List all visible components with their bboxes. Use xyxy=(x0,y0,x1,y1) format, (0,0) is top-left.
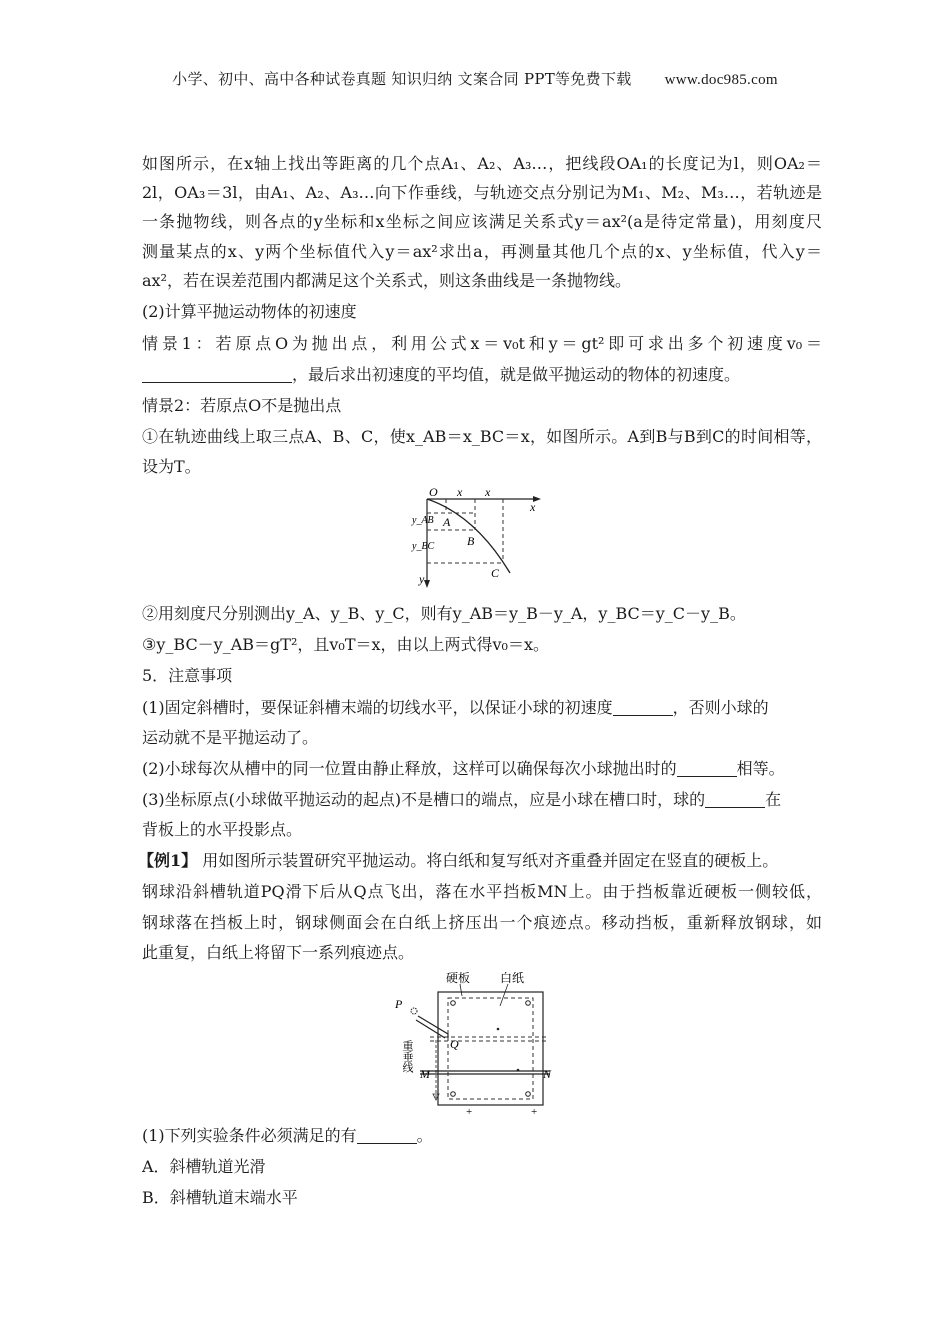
text-line: ③y_BC－y_AB＝gT²，且v₀T＝x，由以上两式得v₀＝x。 xyxy=(142,635,549,654)
label-a: A xyxy=(443,515,451,529)
text-line-with-blank xyxy=(142,758,822,780)
label-plumb-line: 重垂线 xyxy=(401,1040,413,1073)
answer-blank[interactable] xyxy=(705,791,765,808)
figure-trajectory xyxy=(405,485,555,599)
label-p: P xyxy=(395,997,403,1011)
header-text: 小学、初中、高中各种试卷真题 知识归纳 文案合同 PPT等免费下载 xyxy=(172,70,632,88)
label-origin: O xyxy=(429,485,438,499)
text-segment: (2)小球每次从槽中的同一位置由静止释放，这样可以确保每次小球抛出时的 xyxy=(142,759,677,778)
example-line xyxy=(138,850,822,872)
question-line xyxy=(142,1125,822,1147)
label-yab: y_AB xyxy=(412,515,434,526)
text-segment: 用如图所示装置研究平抛运动。将白纸和复写纸对齐重叠并固定在竖直的硬板上。 xyxy=(202,851,779,870)
text-line: ax²，若在误差范围内都满足这个关系式，则这条曲线是一条抛物线。 xyxy=(142,271,631,290)
section-heading: 5．注意事项 xyxy=(142,666,233,685)
label-paper: 白纸 xyxy=(500,972,525,985)
text-segment: 在 xyxy=(765,790,782,809)
text-segment: (3)坐标原点(小球做平抛运动的起点)不是槽口的端点，应是小球在槽口时，球的 xyxy=(142,790,706,809)
label-x1: x xyxy=(457,485,463,499)
text-line: 运动就不是平抛运动了。 xyxy=(142,728,319,747)
figure-apparatus xyxy=(390,972,560,1121)
option-b[interactable]: B．斜槽轨道末端水平 xyxy=(142,1188,298,1207)
label-c: C xyxy=(491,566,500,580)
answer-blank[interactable] xyxy=(357,1127,417,1144)
text-line-with-blank xyxy=(142,789,822,811)
text-line: (2)计算平抛运动物体的初速度 xyxy=(142,302,357,321)
answer-blank[interactable] xyxy=(613,699,673,716)
label-b: B xyxy=(467,534,475,548)
label-x2: x xyxy=(485,485,491,499)
text-line: 钢球落在挡板上时，钢球侧面会在白纸上挤压出一个痕迹点。移动挡板，重新释放钢球，如 xyxy=(142,913,822,932)
label-x-axis: x xyxy=(530,500,536,514)
text-line: 钢球沿斜槽轨道PQ滑下后从Q点飞出，落在水平挡板MN上。由于挡板靠近硬板一侧较低， xyxy=(142,882,822,901)
example-tag: 【例1】 xyxy=(138,851,198,870)
text-line: ①在轨迹曲线上取三点A、B、C，使x_AB＝x_BC＝x，如图所示。A到B与B到C的时间相等， xyxy=(142,427,822,446)
text-line: 背板上的水平投影点。 xyxy=(142,820,303,839)
label-ybc: y_BC xyxy=(412,541,435,552)
label-m: M xyxy=(420,1067,430,1081)
text-segment: ，否则小球的 xyxy=(672,698,769,717)
text-segment: (1)下列实验条件必须满足的有 xyxy=(142,1126,357,1145)
text-segment: 相等。 xyxy=(736,759,785,778)
svg-text:+: + xyxy=(531,1106,538,1117)
label-board: 硬板 xyxy=(446,972,471,985)
option-a[interactable]: A．斜槽轨道光滑 xyxy=(142,1157,266,1176)
text-segment: 。 xyxy=(416,1126,433,1145)
text-line: 设为T。 xyxy=(142,457,201,476)
text-segment: (1)固定斜槽时，要保证斜槽末端的切线水平，以保证小球的初速度 xyxy=(142,698,613,717)
label-y-axis: y xyxy=(419,572,425,586)
answer-blank[interactable] xyxy=(142,366,292,383)
text-line: 情景2：若原点O不是抛出点 xyxy=(142,396,342,415)
header-site[interactable]: www.doc985.com xyxy=(664,72,778,88)
answer-blank[interactable] xyxy=(677,760,737,777)
text-line-with-blank xyxy=(142,697,822,719)
text-line: 2l，OA₃＝3l，由A₁、A₂、A₃…向下作垂线，与轨迹交点分别记为M₁、M₂、M₃…，若轨迹是 xyxy=(142,183,822,202)
text-line: ②用刻度尺分别测出y_A、y_B、y_C，则有y_AB＝y_B－y_A，y_BC＝y_C－y_B。 xyxy=(142,604,746,623)
page-header xyxy=(0,68,950,89)
text-line: 此重复，白纸上将留下一系列痕迹点。 xyxy=(142,943,415,962)
trajectory-diagram xyxy=(405,485,555,595)
text-line-with-blank xyxy=(142,364,822,386)
label-n: N xyxy=(543,1067,552,1081)
label-q: Q xyxy=(450,1037,459,1051)
apparatus-diagram xyxy=(390,972,560,1117)
text-line: 测量某点的x、y两个坐标值代入y＝ax²求出a，再测量其他几个点的x、y坐标值，代入y＝ xyxy=(142,242,822,261)
svg-text:+: + xyxy=(466,1106,473,1117)
text-line: 如图所示，在x轴上找出等距离的几个点A₁、A₂、A₃…，把线段OA₁的长度记为l，则OA₂＝ xyxy=(142,154,822,173)
text-line: 情景1：若原点O为抛出点，利用公式x＝v₀t和y＝gt²即可求出多个初速度v₀＝ xyxy=(142,334,822,353)
text-line: 一条抛物线，则各点的y坐标和x坐标之间应该满足关系式y＝ax²(a是待定常量)，用刻度尺 xyxy=(142,212,822,231)
text-segment: ，最后求出初速度的平均值，就是做平抛运动的物体的初速度。 xyxy=(292,365,741,384)
